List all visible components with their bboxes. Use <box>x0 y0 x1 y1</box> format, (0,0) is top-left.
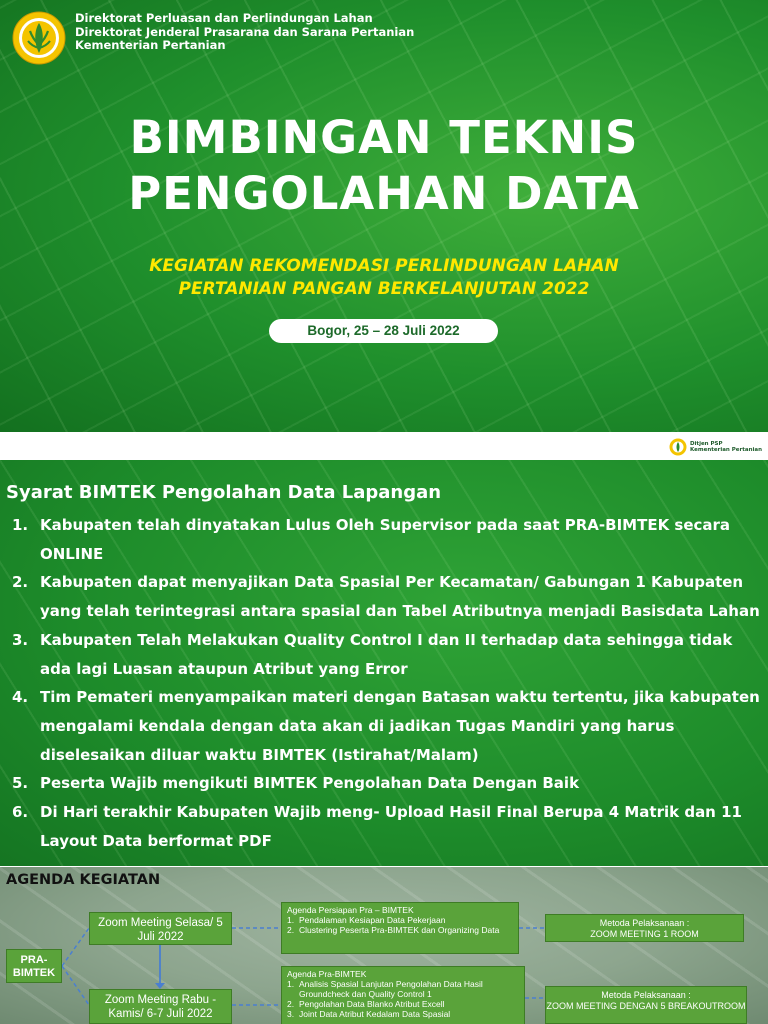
item-number: 6. <box>12 803 29 822</box>
item-number: 2. <box>287 999 295 1009</box>
list-item <box>12 568 768 625</box>
list-item <box>287 1009 519 1019</box>
agenda-box-title: Agenda Persiapan Pra – BIMTEK <box>287 905 414 915</box>
zoom-meeting-2-box: Zoom Meeting Rabu - Kamis/ 6-7 Juli 2022 <box>89 989 232 1024</box>
agenda-list <box>287 915 513 935</box>
requirements-title: Syarat BIMTEK Pengolahan Data Lapangan <box>6 482 442 503</box>
connector-pra-to-zoom2 <box>62 966 89 1005</box>
item-number: 1. <box>12 516 29 534</box>
org-line-2: Direktorat Jenderal Prasarana dan Sarana Pertanian <box>75 24 415 39</box>
subtitle-line-1: KEGIATAN REKOMENDASI PERLINDUNGAN LAHAN <box>149 256 619 276</box>
agenda-pra-bimtek-box <box>281 966 525 1024</box>
slide-subtitle <box>0 255 768 301</box>
pra-bimtek-box: PRA-BIMTEK <box>6 949 62 983</box>
subtitle-line-2: PERTANIAN PANGAN BERKELANJUTAN 2022 <box>178 279 590 299</box>
item-number: 3. <box>287 1009 295 1019</box>
item-number: 4. <box>12 688 29 707</box>
agenda-slide <box>0 867 768 1024</box>
list-item <box>12 626 768 683</box>
connector-pra-to-zoom1 <box>62 928 89 966</box>
item-text: Di Hari terakhir Kabupaten Wajib meng- Upload Hasil Final Berupa 4 Matrik dan 11 Layout Data berformat PDF <box>40 803 742 850</box>
requirements-slide <box>0 434 768 866</box>
method-label: Metoda Pelaksanaan : <box>599 918 690 928</box>
item-text: Pendalaman Kesiapan Data Pekerjaan <box>299 915 446 925</box>
item-number: 1. <box>287 915 295 925</box>
item-number: 3. <box>12 630 29 649</box>
item-text: Kabupaten Telah Melakukan Quality Control I dan II terhadap data sehingga tidak ada lagi Luasan ataupun Atribut yang Error <box>40 630 733 678</box>
method-label: Metoda Pelaksanaan : <box>601 990 691 1000</box>
item-text: Joint Data Atribut Kedalam Data Spasial <box>299 1009 451 1019</box>
item-text: Kabupaten dapat menyajikan Data Spasial Per Kecamatan/ Gabungan 1 Kabupaten yang telah terintegrasi antara spasial dan Tabel Atributnya menjadi Basisdata Lahan <box>40 573 760 621</box>
slide-title <box>0 110 768 222</box>
item-text: Analisis Spasial Lanjutan Pengolahan Data Hasil Groundcheck dan Quality Control 1 <box>299 979 483 999</box>
mini-logo-line-2: Kementerian Pertanian <box>689 447 762 453</box>
item-number: 1. <box>287 979 295 989</box>
item-text: Clustering Peserta Pra-BIMTEK dan Organizing Data <box>299 925 500 935</box>
item-number: 5. <box>12 774 29 793</box>
list-item <box>287 999 519 1009</box>
mini-kementan-logo-icon <box>669 438 687 456</box>
organization-lines <box>75 12 414 53</box>
zoom-meeting-1-box: Zoom Meeting Selasa/ 5 Juli 2022 <box>89 912 232 945</box>
org-line-3: Kementerian Pertanian <box>75 38 226 52</box>
agenda-title: AGENDA KEGIATAN <box>6 872 161 888</box>
ditjen-psp-logo <box>669 436 762 458</box>
requirements-list <box>12 511 768 855</box>
title-line-2: PENGOLAHAN DATA <box>128 167 640 220</box>
method-2-box <box>545 986 747 1024</box>
slide-header-bar <box>0 434 768 460</box>
method-value: ZOOM MEETING DENGAN 5 BREAKOUTROOM <box>546 1001 746 1011</box>
title-line-1: BIMBINGAN TEKNIS <box>129 111 639 164</box>
item-number: 2. <box>12 573 29 592</box>
title-slide <box>0 0 768 432</box>
list-item <box>287 925 513 935</box>
kementan-logo-icon <box>12 11 66 65</box>
item-number: 2. <box>287 925 295 935</box>
item-text: Pengolahan Data Blanko Atribut Excell <box>299 999 445 1009</box>
agenda-persiapan-box <box>281 902 519 954</box>
list-item <box>12 769 768 798</box>
item-text: Tim Pemateri menyampaikan materi dengan Batasan waktu tertentu, jika kabupaten mengalami kendala dengan data akan di jadikan Tugas Mandiri yang harus diselesaikan diluar waktu BIMTEK (Istirahat/Malam) <box>40 688 760 764</box>
agenda-list <box>287 979 519 1019</box>
mini-logo-line-1: Ditjen PSP <box>689 440 723 447</box>
list-item <box>287 979 519 999</box>
list-item <box>12 798 768 855</box>
list-item <box>287 915 513 925</box>
list-item <box>12 683 768 769</box>
event-date-badge: Bogor, 25 – 28 Juli 2022 <box>269 319 498 343</box>
org-line-1: Direktorat Perluasan dan Perlindungan Lahan <box>75 11 373 25</box>
method-1-box <box>545 914 744 942</box>
item-text: Kabupaten telah dinyatakan Lulus Oleh Supervisor pada saat PRA-BIMTEK secara ONLINE <box>40 516 731 563</box>
agenda-box-title: Agenda Pra-BIMTEK <box>287 969 367 979</box>
item-text: Peserta Wajib mengikuti BIMTEK Pengolahan Data Dengan Baik <box>40 774 580 793</box>
method-value: ZOOM MEETING 1 ROOM <box>590 929 699 939</box>
list-item <box>12 511 768 568</box>
